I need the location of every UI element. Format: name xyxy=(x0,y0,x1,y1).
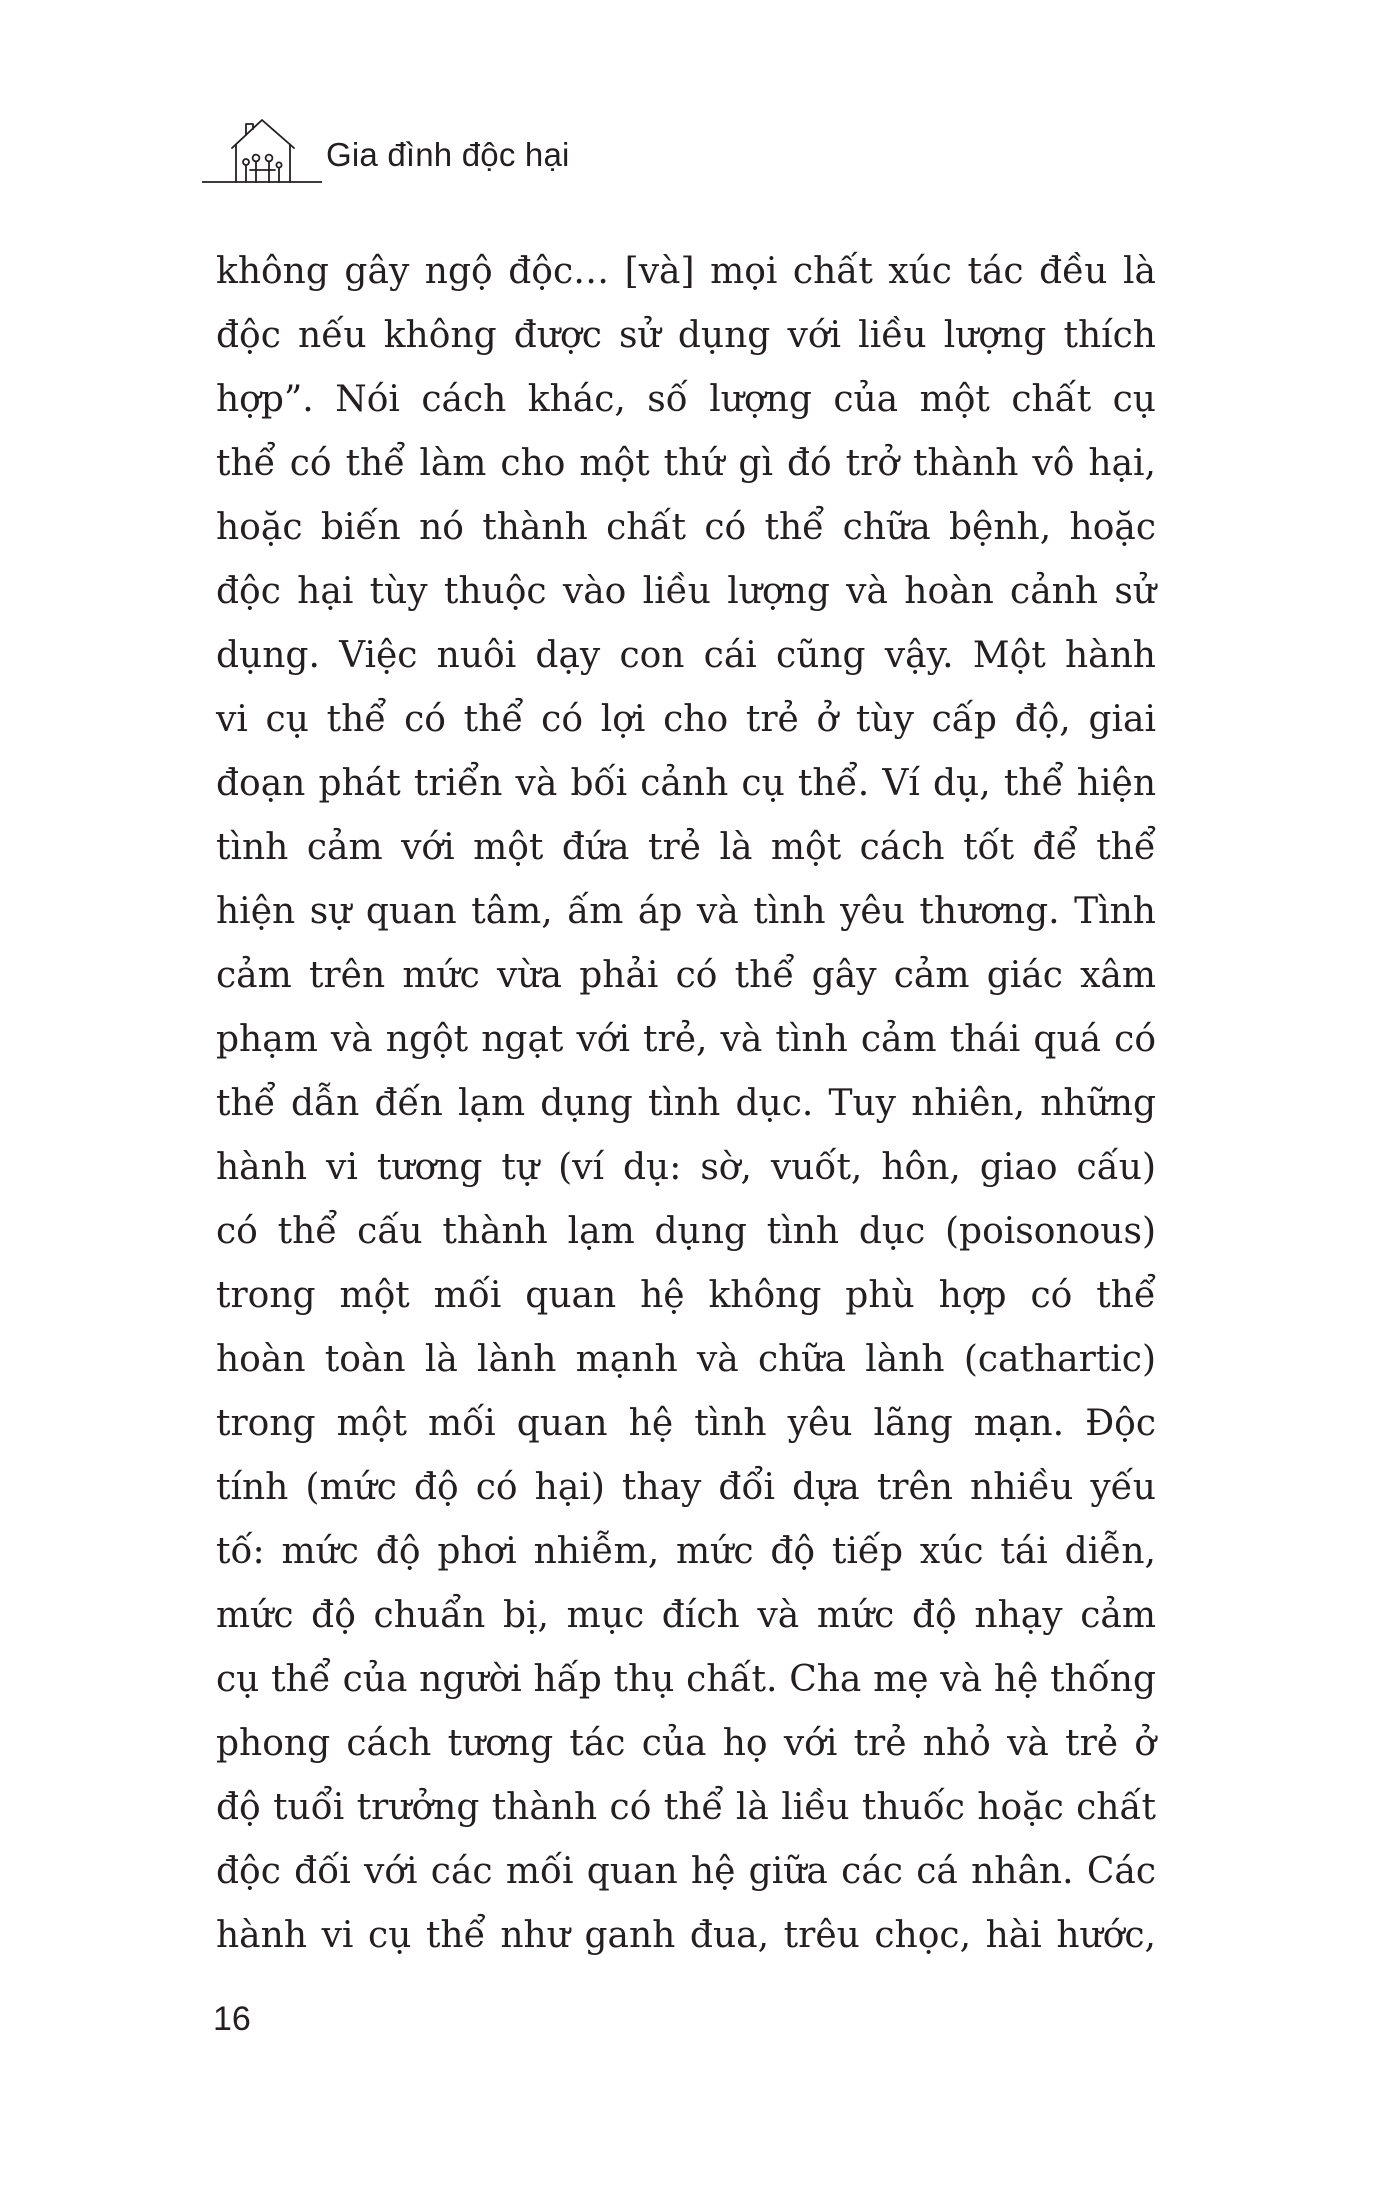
text-line: dụng. Việc nuôi dạy con cái cũng vậy. Một hành xyxy=(216,635,1156,676)
text-line: đoạn phát triển và bối cảnh cụ thể. Ví dụ, thể hiện xyxy=(216,763,1156,804)
text-line: hiện sự quan tâm, ấm áp và tình yêu thương. Tình xyxy=(216,891,1156,932)
text-line: có thể cấu thành lạm dụng tình dục (poisonous) xyxy=(216,1211,1156,1252)
text-line: tình cảm với một đứa trẻ là một cách tốt để thể xyxy=(216,827,1156,868)
text-line: thể dẫn đến lạm dụng tình dục. Tuy nhiên, những xyxy=(216,1083,1156,1124)
text-line: tố: mức độ phơi nhiễm, mức độ tiếp xúc tái diễn, xyxy=(216,1531,1156,1572)
body-text xyxy=(216,240,1156,1968)
book-title: Gia đình độc hại xyxy=(326,136,570,173)
page-number: 16 xyxy=(213,2000,251,2038)
text-line: phong cách tương tác của họ với trẻ nhỏ và trẻ ở xyxy=(216,1723,1156,1764)
text-line: hành vi cụ thể như ganh đua, trêu chọc, hài hước, xyxy=(216,1915,1156,1956)
text-line: hoàn toàn là lành mạnh và chữa lành (cathartic) xyxy=(216,1339,1156,1380)
text-line: mức độ chuẩn bị, mục đích và mức độ nhạy cảm xyxy=(216,1595,1156,1636)
text-line: độc đối với các mối quan hệ giữa các cá nhân. Các xyxy=(216,1851,1156,1892)
text-line: hợp”. Nói cách khác, số lượng của một chất cụ xyxy=(216,379,1156,420)
text-line: độc hại tùy thuộc vào liều lượng và hoàn cảnh sử xyxy=(216,571,1156,612)
text-line: hoặc biến nó thành chất có thể chữa bệnh, hoặc xyxy=(216,507,1156,548)
house-family-icon xyxy=(202,112,322,188)
text-line: không gây ngộ độc… [và] mọi chất xúc tác đều là xyxy=(216,251,1156,292)
text-line: hành vi tương tự (ví dụ: sờ, vuốt, hôn, giao cấu) xyxy=(216,1147,1156,1188)
text-line: trong một mối quan hệ tình yêu lãng mạn. Độc xyxy=(216,1403,1156,1444)
text-line: phạm và ngột ngạt với trẻ, và tình cảm thái quá có xyxy=(216,1019,1156,1060)
text-line: cụ thể của người hấp thụ chất. Cha mẹ và hệ thống xyxy=(216,1659,1156,1700)
text-line: độc nếu không được sử dụng với liều lượng thích xyxy=(216,315,1156,356)
text-line: thể có thể làm cho một thứ gì đó trở thành vô hại, xyxy=(216,443,1156,484)
text-line: độ tuổi trưởng thành có thể là liều thuốc hoặc chất xyxy=(216,1787,1156,1828)
text-line: vi cụ thể có thể có lợi cho trẻ ở tùy cấp độ, giai xyxy=(216,699,1156,740)
text-line: cảm trên mức vừa phải có thể gây cảm giác xâm xyxy=(216,955,1156,996)
running-header xyxy=(202,112,602,192)
text-line: tính (mức độ có hại) thay đổi dựa trên nhiều yếu xyxy=(216,1467,1156,1508)
text-line: trong một mối quan hệ không phù hợp có thể xyxy=(216,1275,1156,1316)
